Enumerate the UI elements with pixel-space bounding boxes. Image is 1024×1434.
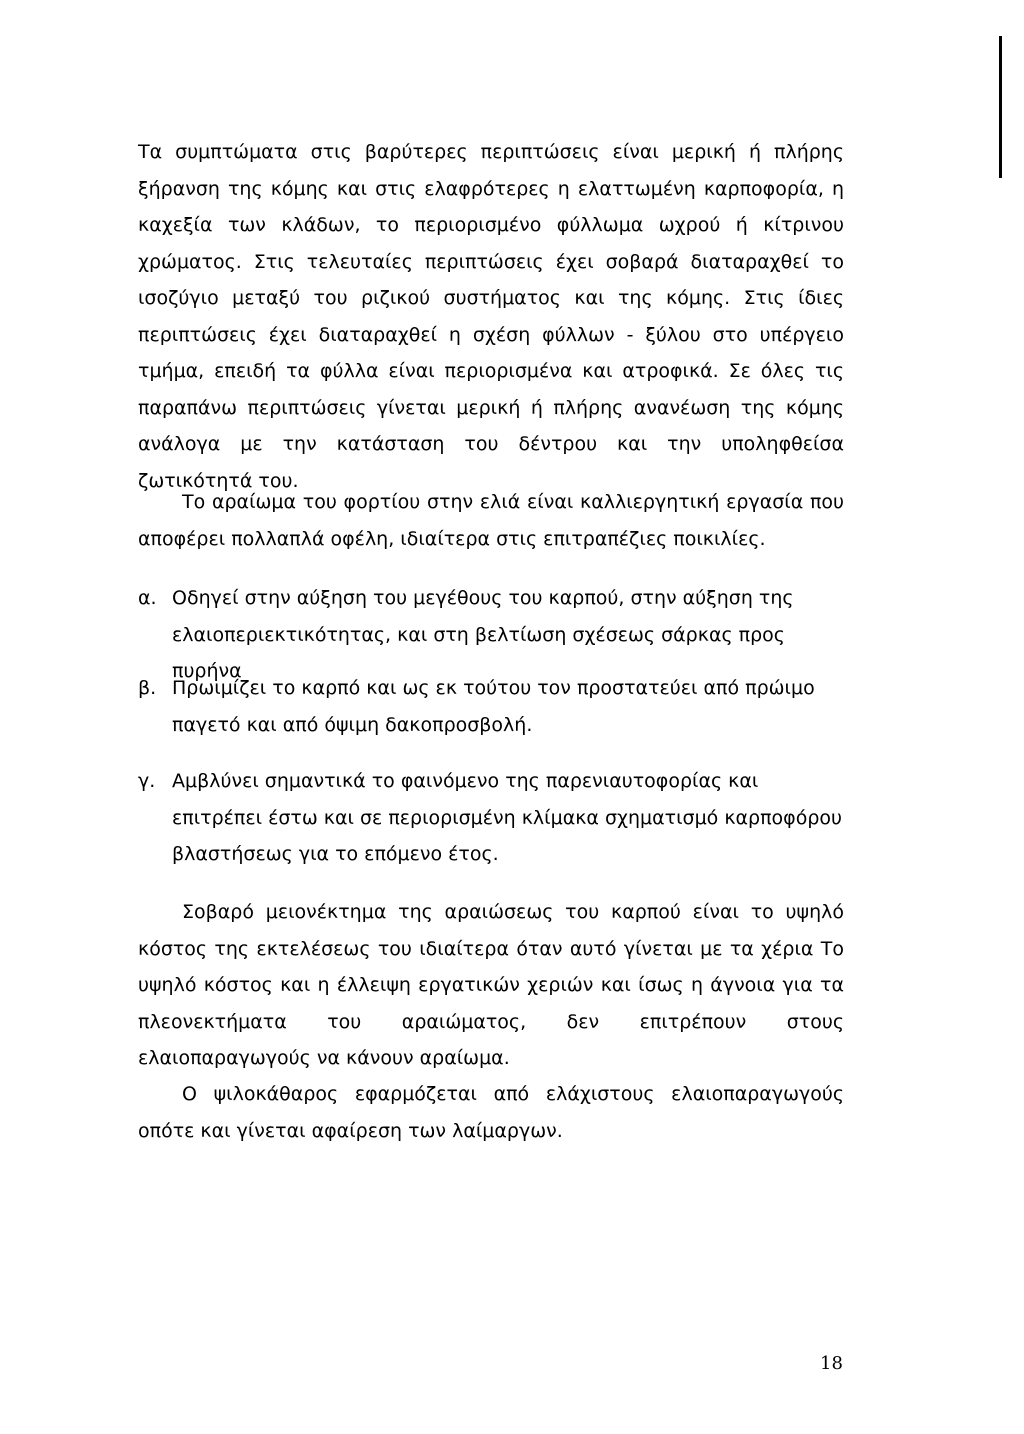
- list-item-text: Οδηγεί στην αύξηση του μεγέθους του καρπού, στην αύξηση της ελαιοπεριεκτικότητας, και στη βελτίωση σχέσεως σάρκας προς πυρήνα: [172, 587, 794, 682]
- paragraph-thinning-intro: Το αραίωμα του φορτίου στην ελιά είναι καλλιεργητική εργασία που αποφέρει πολλαπλά οφέλη, ιδιαίτερα στις επιτραπέζιες ποικιλίες.: [138, 491, 844, 550]
- list-item-text: Αμβλύνει σημαντικά το φαινόμενο της παρενιαυτοφορίας και επιτρέπει έστω και σε περιορισμένη κλίμακα σχηματισμό καρποφόρου βλαστήσεως για το επόμενο έτος.: [172, 770, 843, 865]
- list-marker: α.: [138, 587, 157, 609]
- list-item-text: Πρωιμίζει το καρπό και ως εκ τούτου τον προστατεύει από πρώιμο παγετό και από όψιμη δακοπροσβολή.: [172, 677, 815, 736]
- list-item: [138, 670, 844, 743]
- page-number: 18: [820, 1353, 843, 1374]
- list-item: [138, 763, 844, 873]
- paragraph-symptoms: Τα συμπτώματα στις βαρύτερες περιπτώσεις είναι μερική ή πλήρης ξήρανση της κόμης και στις ελαφρότερες η ελαττωμένη καρποφορία, η καχεξία των κλάδων, το περιορισμένο φύλλωμα ωχρού ή κίτρινου χρώματος. Στις τελευταίες περιπτώσεις έχει σοβαρά διαταραχθεί το ισοζύγιο μεταξύ του ριζικού συστήματος και της κόμης. Στις ίδιες περιπτώσεις έχει διαταραχθεί η σχέση φύλλων - ξύλου στο υπέργειο τμήμα, επειδή τα φύλλα είναι περιορισμένα και ατροφικά. Σε όλες τις παραπάνω περιπτώσεις γίνεται μερική ή πλήρης ανανέωση της κόμης ανάλογα με την κατάσταση του δέντρου και την υποληφθείσα ζωτικότητά του.: [138, 141, 844, 492]
- paragraph-light-pruning: Ο ψιλοκάθαρος εφαρμόζεται από ελάχιστους ελαιοπαραγωγούς οπότε και γίνεται αφαίρεση των λαίμαργων.: [138, 1083, 844, 1142]
- margin-bar: [999, 36, 1002, 178]
- list-marker: γ.: [138, 770, 156, 792]
- paragraph-disadvantage: Σοβαρό μειονέκτημα της αραιώσεως του καρπού είναι το υψηλό κόστος της εκτελέσεως του ιδιαίτερα όταν αυτό γίνεται με τα χέρια Το υψηλό κόστος και η έλλειψη εργατικών χεριών και ίσως η άγνοια για τα πλεονεκτήματα του αραιώματος, δεν επιτρέπουν στους ελαιοπαραγωγούς να κάνουν αραίωμα.: [138, 901, 844, 1069]
- list-marker: β.: [138, 677, 157, 699]
